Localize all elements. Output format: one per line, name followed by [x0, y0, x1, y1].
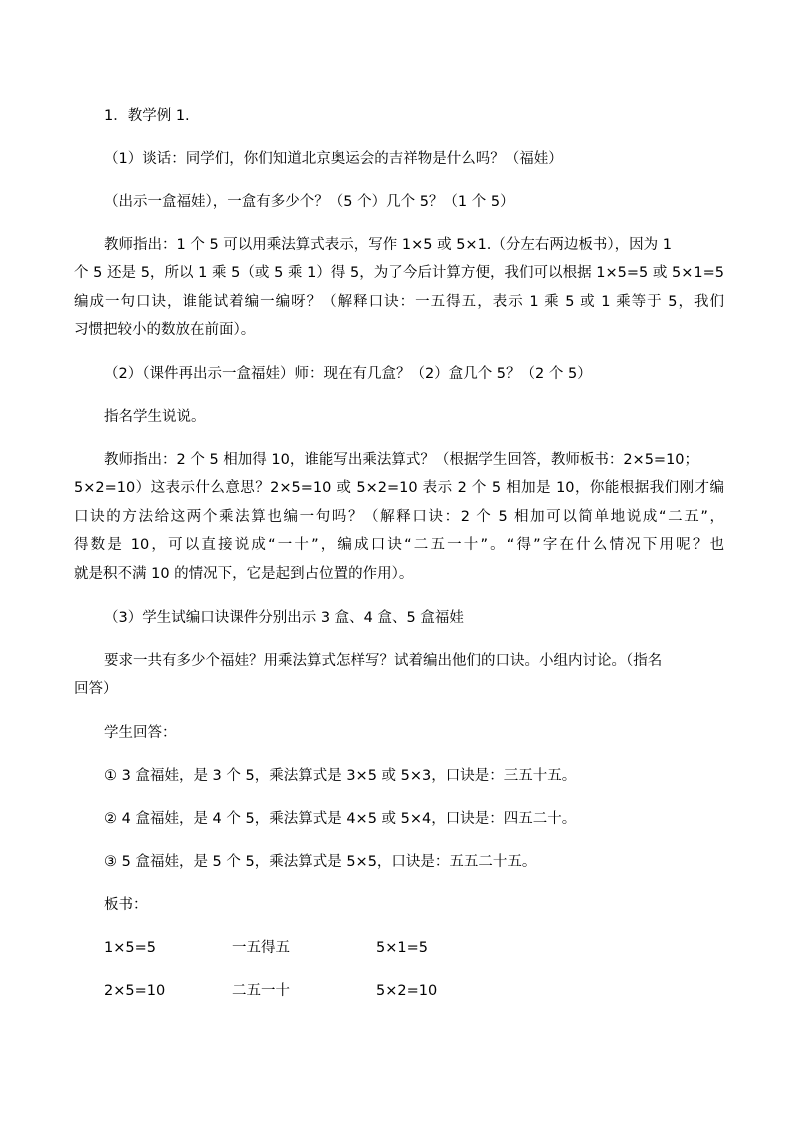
answer-item-1: ① 3 盒福娃，是 3 个 5，乘法算式是 3×5 或 5×3，口诀是：三五十五。 — [104, 768, 577, 784]
paragraph-teacher-2-line-3: 口诀的方法给这两个乘法算也编一句吗？（解释口诀：2 个 5 相加可以简单地说成“二五”， — [74, 509, 724, 525]
board-cell-formula-reverse: 5×2=10 — [376, 983, 438, 999]
paragraph-try-rhymes: （3）学生试编口诀课件分别出示 3 盒、4 盒、5 盒福娃 — [104, 610, 464, 626]
paragraph-teacher-1-line-2: 个 5 还是 5，所以 1 乘 5（或 5 乘 1）得 5，为了今后计算方便，我们可以根据 1×5=5 或 5×1=5 — [74, 265, 724, 281]
board-cell-rhyme: 二五一十 — [232, 983, 290, 999]
board-cell-formula: 2×5=10 — [104, 983, 166, 999]
paragraph-show-box: （出示一盒福娃），一盒有多少个？（5 个）几个 5？（1 个 5） — [104, 194, 515, 210]
board-row — [104, 938, 724, 958]
board-label: 板书： — [104, 897, 148, 913]
answer-item-3: ③ 5 盒福娃，是 5 个 5，乘法算式是 5×5，口诀是：五五二十五。 — [104, 854, 537, 870]
section-heading: 1．教学例 1. — [104, 108, 190, 124]
board-row — [104, 981, 724, 1001]
board-cell-formula: 1×5=5 — [104, 940, 156, 956]
paragraph-requirement-line-1: 要求一共有多少个福娃？用乘法算式怎样写？试着编出他们的口诀。小组内讨论。（指名 — [104, 653, 663, 669]
paragraph-student-answer-label: 学生回答： — [104, 725, 177, 741]
paragraph-requirement-line-2: 回答） — [74, 681, 118, 697]
paragraph-teacher-1-line-1: 教师指出：1 个 5 可以用乘法算式表示，写作 1×5 或 5×1.（分左右两边板书），因为 1 — [104, 237, 672, 253]
answer-item-2: ② 4 盒福娃，是 4 个 5，乘法算式是 4×5 或 5×4，口诀是：四五二十。 — [104, 811, 577, 827]
paragraph-teacher-2-line-4: 得数是 10，可以直接说成“一十”，编成口诀“二五一十”。“得”字在什么情况下用呢？也 — [74, 537, 724, 553]
paragraph-teacher-2-line-2: 5×2=10）这表示什么意思？2×5=10 或 5×2=10 表示 2 个 5 相加是 10，你能根据我们刚才编 — [74, 480, 724, 496]
paragraph-teacher-1-line-4: 习惯把较小的数放在前面）。 — [74, 322, 256, 338]
board-cell-formula-reverse: 5×1=5 — [376, 940, 428, 956]
paragraph-second-box: （2）（课件再出示一盒福娃）师：现在有几盒？（2）盒几个 5？（2 个 5） — [104, 366, 592, 382]
paragraph-teacher-2-line-1: 教师指出：2 个 5 相加得 10，谁能写出乘法算式？（根据学生回答，教师板书：2×5=10； — [104, 452, 700, 468]
paragraph-teacher-2-line-5: 就是积不满 10 的情况下，它是起到占位置的作用）。 — [74, 566, 414, 582]
board-cell-rhyme: 一五得五 — [232, 940, 290, 956]
paragraph-talk: （1）谈话：同学们，你们知道北京奥运会的吉祥物是什么吗？（福娃） — [104, 151, 563, 167]
paragraph-teacher-1-line-3: 编成一句口诀，谁能试着编一编呀？（解释口诀：一五得五，表示 1 乘 5 或 1 乘等于 5，我们 — [74, 294, 724, 310]
paragraph-student-speak: 指名学生说说。 — [104, 409, 206, 425]
